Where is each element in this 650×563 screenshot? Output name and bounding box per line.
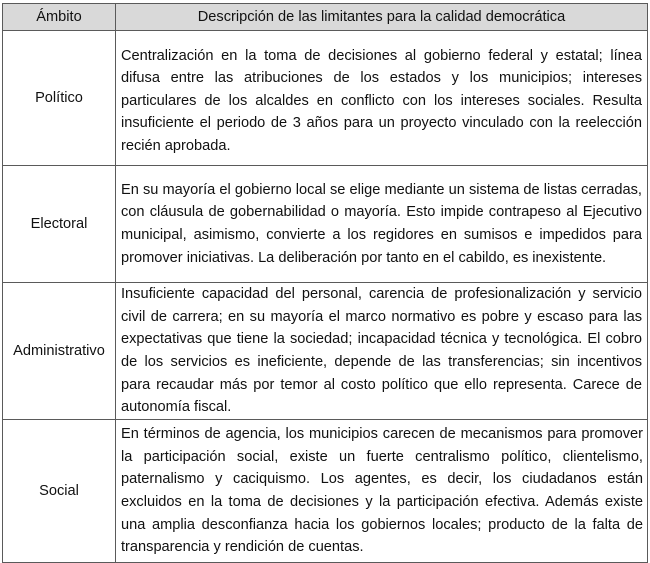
- area-column-header: Ámbito: [3, 4, 116, 31]
- area-cell: Electoral: [3, 166, 116, 283]
- table-row-social: [3, 420, 648, 563]
- description-cell: Insuficiente capacidad del personal, carencia de profesionalización y servicio civil de carrera; en su mayoría el marco normativo es pobre y escaso para las expectativas que tiene la sociedad; incapacidad técnica y tecnológica. El cobro de los servicios es ineficiente, depende de las transferencias; sin incentivos para recaudar más por temor al costo político que ello representa. Carece de autonomía fiscal.: [116, 283, 648, 420]
- table-row-politico: [3, 31, 648, 166]
- table-row-administrativo: [3, 283, 648, 420]
- description-column-header: Descripción de las limitantes para la calidad democrática: [116, 4, 648, 31]
- header-row: [3, 4, 648, 31]
- area-cell: Político: [3, 31, 116, 166]
- table-row-electoral: [3, 166, 648, 283]
- area-cell: Administrativo: [3, 283, 116, 420]
- table-body: [3, 31, 648, 563]
- description-cell: En su mayoría el gobierno local se elige mediante un sistema de listas cerradas, con cláusula de gobernabilidad o mayoría. Esto impide contrapeso al Ejecutivo municipal, asimismo, convierte a los regidores en sumisos e impedidos para promover iniciativas. La deliberación por tanto en el cabildo, es inexistente.: [116, 166, 648, 283]
- description-cell: En términos de agencia, los municipios carecen de mecanismos para promover la participación social, existe un fuerte centralismo político, clientelismo, paternalismo y caciquismo. Los agentes, es decir, los ciudadanos están excluidos en la toma de decisiones y la participación efectiva. Además existe una amplia desconfianza hacia los gobiernos locales; producto de la falta de transparencia y rendición de cuentas.: [116, 420, 648, 563]
- area-cell: Social: [3, 420, 116, 563]
- description-cell: Centralización en la toma de decisiones al gobierno federal y estatal; línea difusa entre las atribuciones de los estados y los municipios; intereses particulares de los alcaldes en conflicto con los intereses sociales. Resulta insuficiente el periodo de 3 años para un proyecto vinculado con la reelección recién aprobada.: [116, 31, 648, 166]
- table-header: [3, 4, 648, 31]
- limitations-table: [2, 3, 648, 563]
